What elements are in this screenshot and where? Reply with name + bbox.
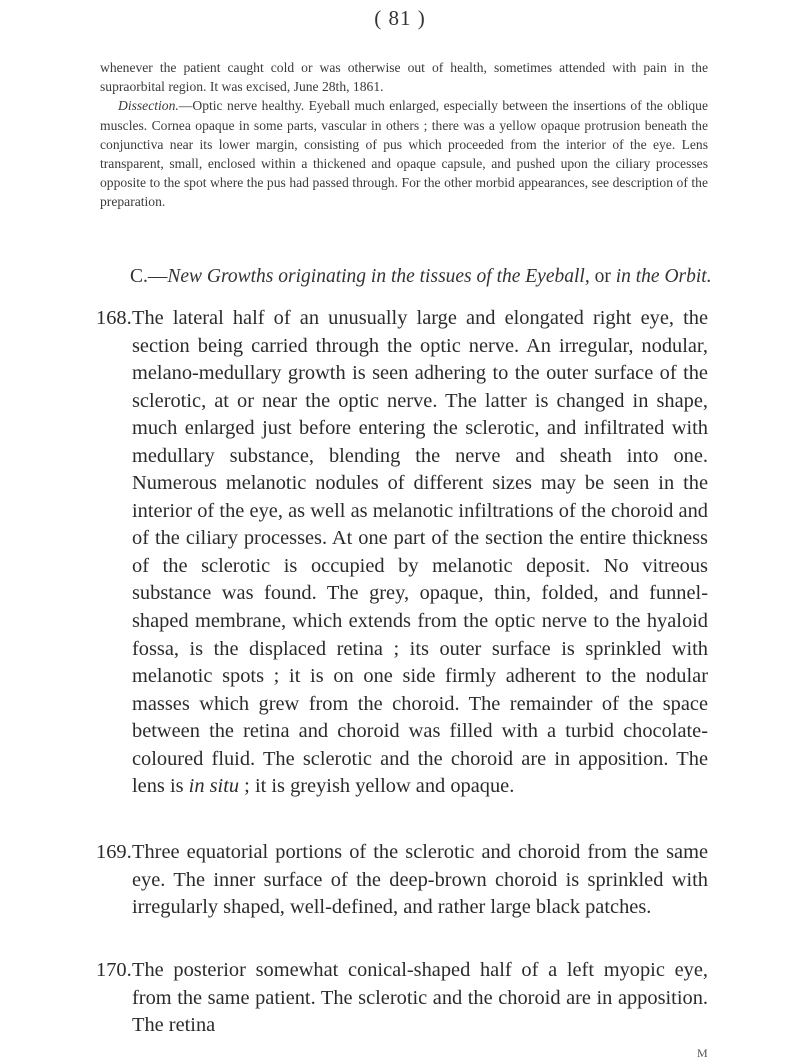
entry-number: 170. [96, 959, 132, 981]
section-title-part-a: New Growths originating in the tissues of the Eyeball, [167, 266, 595, 287]
continuation-paragraph: whenever the patient caught cold or was otherwise out of health, sometimes attended with pain in the supraorbital region. It was excised, June 28th, 1861. [100, 60, 708, 95]
entry-text: The lateral half of an unusually large and elongated right eye, the section being carried through the optic nerve. An irregular, nodular, melano-medullary growth is seen adhering to the outer surface of the sclerotic, at or near the optic nerve. The latter is changed in shape, much enlarged just before entering the sclerotic, and infiltrated with medullary substance, blending the nerve and sheath into one. Numerous melanotic nodules of different sizes may be seen in the interior of the eye, as well as melanotic infiltrations of the choroid and of the ciliary processes. At one part of the section the entire thickness of the sclerotic is occupied by melanotic deposit. No vitreous substance was found. The grey, opaque, thin, folded, and funnel-shaped membrane, which extends from the optic nerve to the hyaloid fossa, is the displaced retina ; its outer surface is sprinkled with melanotic spots ; it is on one side firmly adherent to the nodular masses which grew from the choroid. The remainder of the space between the retina and choroid was filled with a turbid chocolate-coloured fluid. The sclerotic and the choroid are in apposition. The lens is in situ ; it is greyish yellow and opaque. [132, 307, 708, 798]
entry-number: 169. [96, 841, 132, 863]
page-number: ( 81 ) [374, 6, 426, 30]
section-heading [130, 266, 770, 288]
catalogue-entry-169 [96, 839, 708, 922]
entry-text: Three equatorial portions of the sclerotic and choroid from the same eye. The inner surface of the deep-brown choroid is sprinkled with irregularly shaped, well-defined, and rather large black patches. [132, 841, 708, 919]
dissection-paragraph [100, 96, 708, 211]
catalogue-entry-168 [96, 305, 708, 801]
entry-number: 168. [96, 307, 132, 329]
entry-italic: in situ [188, 775, 240, 798]
printer-signature-mark: M [697, 1046, 708, 1060]
section-letter: C.— [130, 266, 168, 287]
section-title-part-b: in the Orbit. [610, 266, 712, 287]
catalogue-entry-170 [96, 957, 708, 1040]
dissection-label: Dissection. [118, 98, 179, 114]
dissection-text: —Optic nerve healthy. Eyeball much enlarged, especially between the insertions of the oblique muscles. Cornea opaque in some parts, vascular in others ; there was a yellow opaque protrusion beneath the conjunctiva near its lower margin, consisting of pus which proceeded from the interior of the eye. Lens transparent, small, enclosed within a thickened and opaque capsule, and pushed upon the ciliary processes opposite to the spot where the pus had passed through. For the other morbid appearances, see description of the preparation. [100, 98, 708, 210]
case-continuation-block [100, 58, 708, 212]
entry-text: The posterior somewhat conical-shaped half of a left myopic eye, from the same patient. The sclerotic and the choroid are in apposition. The retina [132, 959, 708, 1037]
section-title-or: or [594, 266, 611, 287]
